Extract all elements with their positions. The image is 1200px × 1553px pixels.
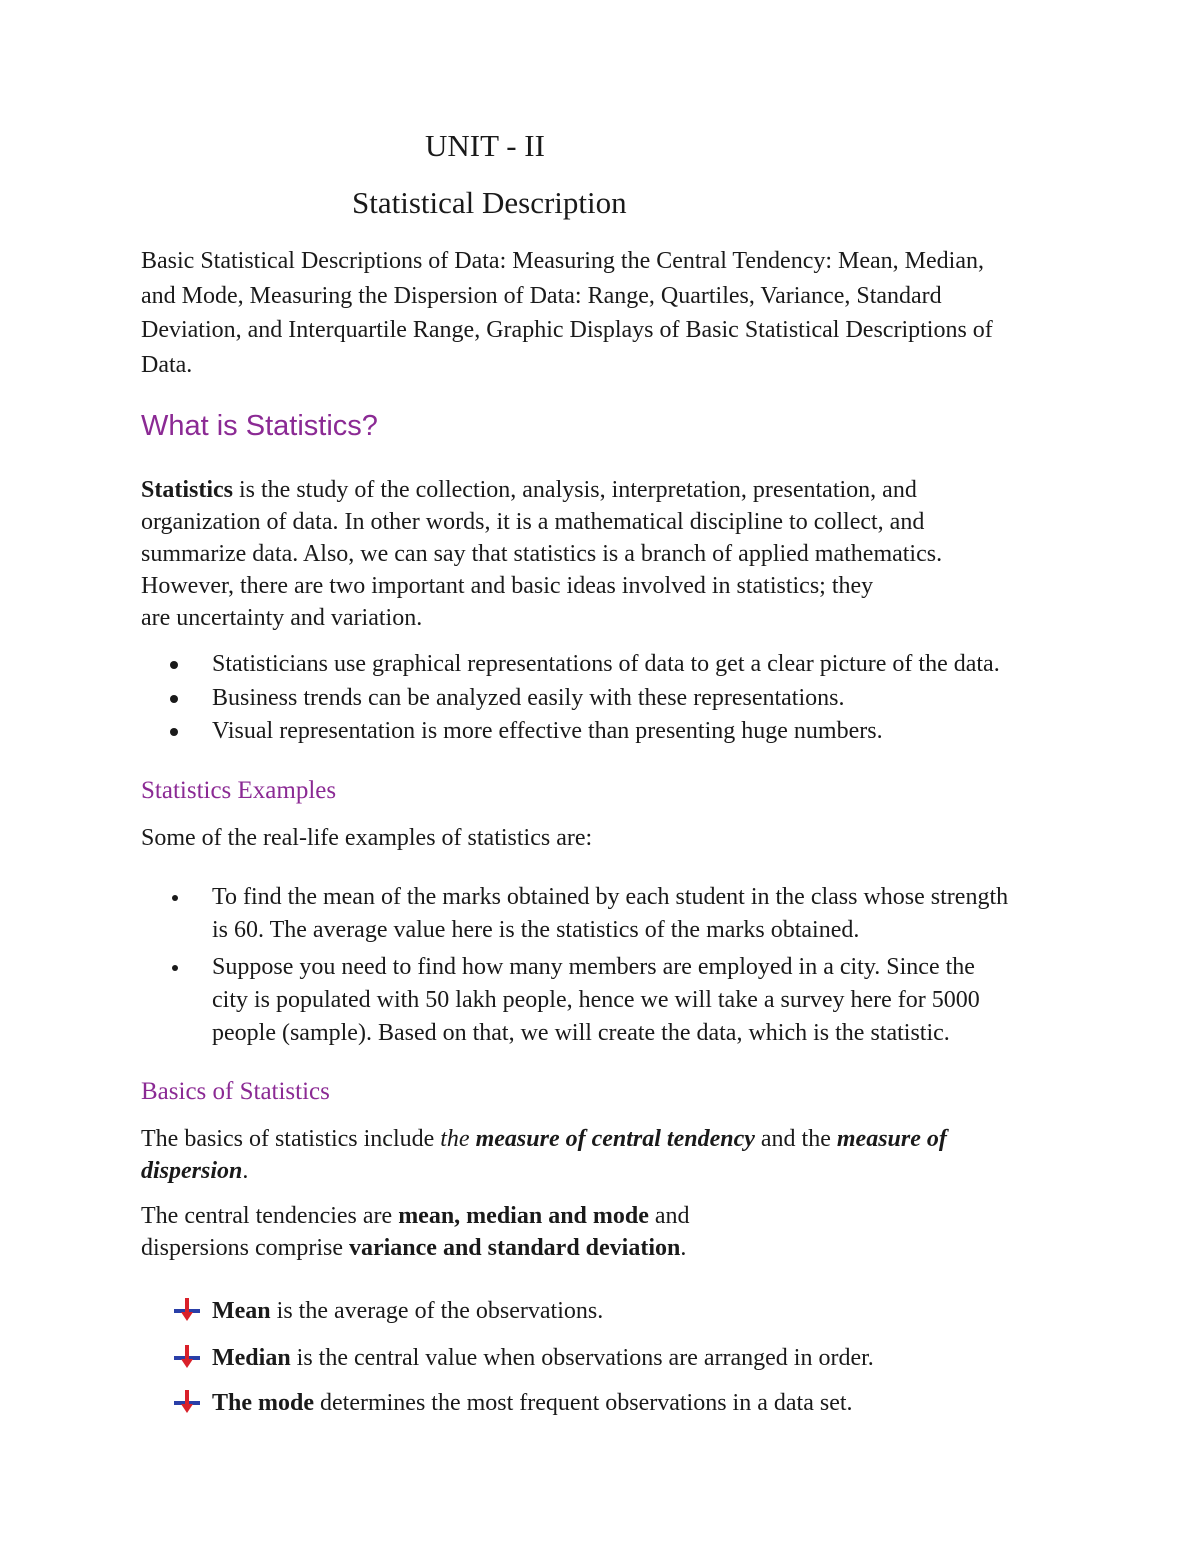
bullet-dot-icon xyxy=(170,728,178,736)
document-title: Statistical Description xyxy=(352,185,627,220)
section-heading-what-is-statistics: What is Statistics? xyxy=(141,410,378,442)
syllabus-paragraph xyxy=(141,244,1131,382)
basics-paragraph: The basics of statistics include the measure of central tendency and the measure of dispersion. xyxy=(141,1126,947,1184)
central-tendencies-paragraph: The central tendencies are mean, median and mode and dispersions comprise variance and standard deviation. xyxy=(141,1203,690,1261)
definition-line: organization of data. In other words, it is a mathematical discipline to collect, and xyxy=(141,509,925,535)
definition-line: are uncertainty and variation. xyxy=(141,605,423,631)
bullet-dot-icon xyxy=(170,695,178,703)
bullet-dot-icon xyxy=(172,895,178,901)
definition-paragraph xyxy=(141,474,942,634)
term-statistics: Statistics xyxy=(141,477,233,503)
unit-title: UNIT - II xyxy=(425,128,545,163)
syllabus-line: Deviation, and Interquartile Range, Graphic Displays of Basic Statistical Descriptions of xyxy=(141,317,993,343)
definition-line: summarize data. Also, we can say that statistics is a branch of applied mathematics. xyxy=(141,541,943,567)
definition-text: is the study of the collection, analysis, interpretation, presentation, and xyxy=(233,477,917,503)
syllabus-line: and Mode, Measuring the Dispersion of Data: Range, Quartiles, Variance, Standard xyxy=(141,282,942,309)
bullet-dot-icon xyxy=(170,661,178,669)
arrow-down-bullet-icon xyxy=(172,1344,202,1372)
examples-intro: Some of the real-life examples of statistics are: xyxy=(141,825,593,851)
bullet-dot-icon xyxy=(172,965,178,971)
syllabus-line: Basic Statistical Descriptions of Data: Measuring the Central Tendency: Mean, Median, xyxy=(141,248,984,274)
section-heading-statistics-examples: Statistics Examples xyxy=(141,777,337,804)
arrow-down-bullet-icon xyxy=(172,1297,202,1325)
document-page: UNIT - II Statistical Description Basic Statistical Descriptions of Data: Measuring the Central Tendency: Mean, Median, and Mode, Measuring the Dispersion of Data: Range, Quartiles, Variance, Standard Deviation, and Interquartile Range, Graphic Displays of Basic Statistical Descriptions of Data. What is Statistics? Statistics is the study of the collection, analysis, interpretation, presentation, and organization of data. In other words, it is a mathematical discipline to collect, and summarize data. Also, we can say that statistics is a branch of applied mathematics. However, there are two important and basic ideas involved in statistics; they are uncertainty and variation. Statisticians use graphical representations of data to get a clear picture of the data. Business trends can be analyzed easily with these representations. Visual representation is more effective than presenting huge numbers. Statistics Examples Some of the real-life examples of statistics are: To find the mean of the marks obtained by each student in the class whose strength is 60. The average value here is the statistics of the marks obtained. Suppose you need to find how many members are employed in a city. Since the city is populated with 50 lakh people, hence we will take a survey here for 5000 people (sample). Based on that, we will create the data, which is the statistic. Basics of Statistics The basics of statistics include the measure of central tendency and the measure of dispersion. The central tendencies are mean, median and mode and dispersions comprise variance and standard deviation. Mean is the average of the observations. Median is the central value when observations are arranged in order. The mode determines the most frequent observations in a data set. xyxy=(0,0,1200,1553)
definition-line: However, there are two important and basic ideas involved in statistics; they xyxy=(141,573,874,599)
syllabus-line: Data. xyxy=(141,351,193,378)
section-heading-basics-of-statistics: Basics of Statistics xyxy=(141,1078,330,1105)
arrow-down-bullet-icon xyxy=(172,1389,202,1417)
